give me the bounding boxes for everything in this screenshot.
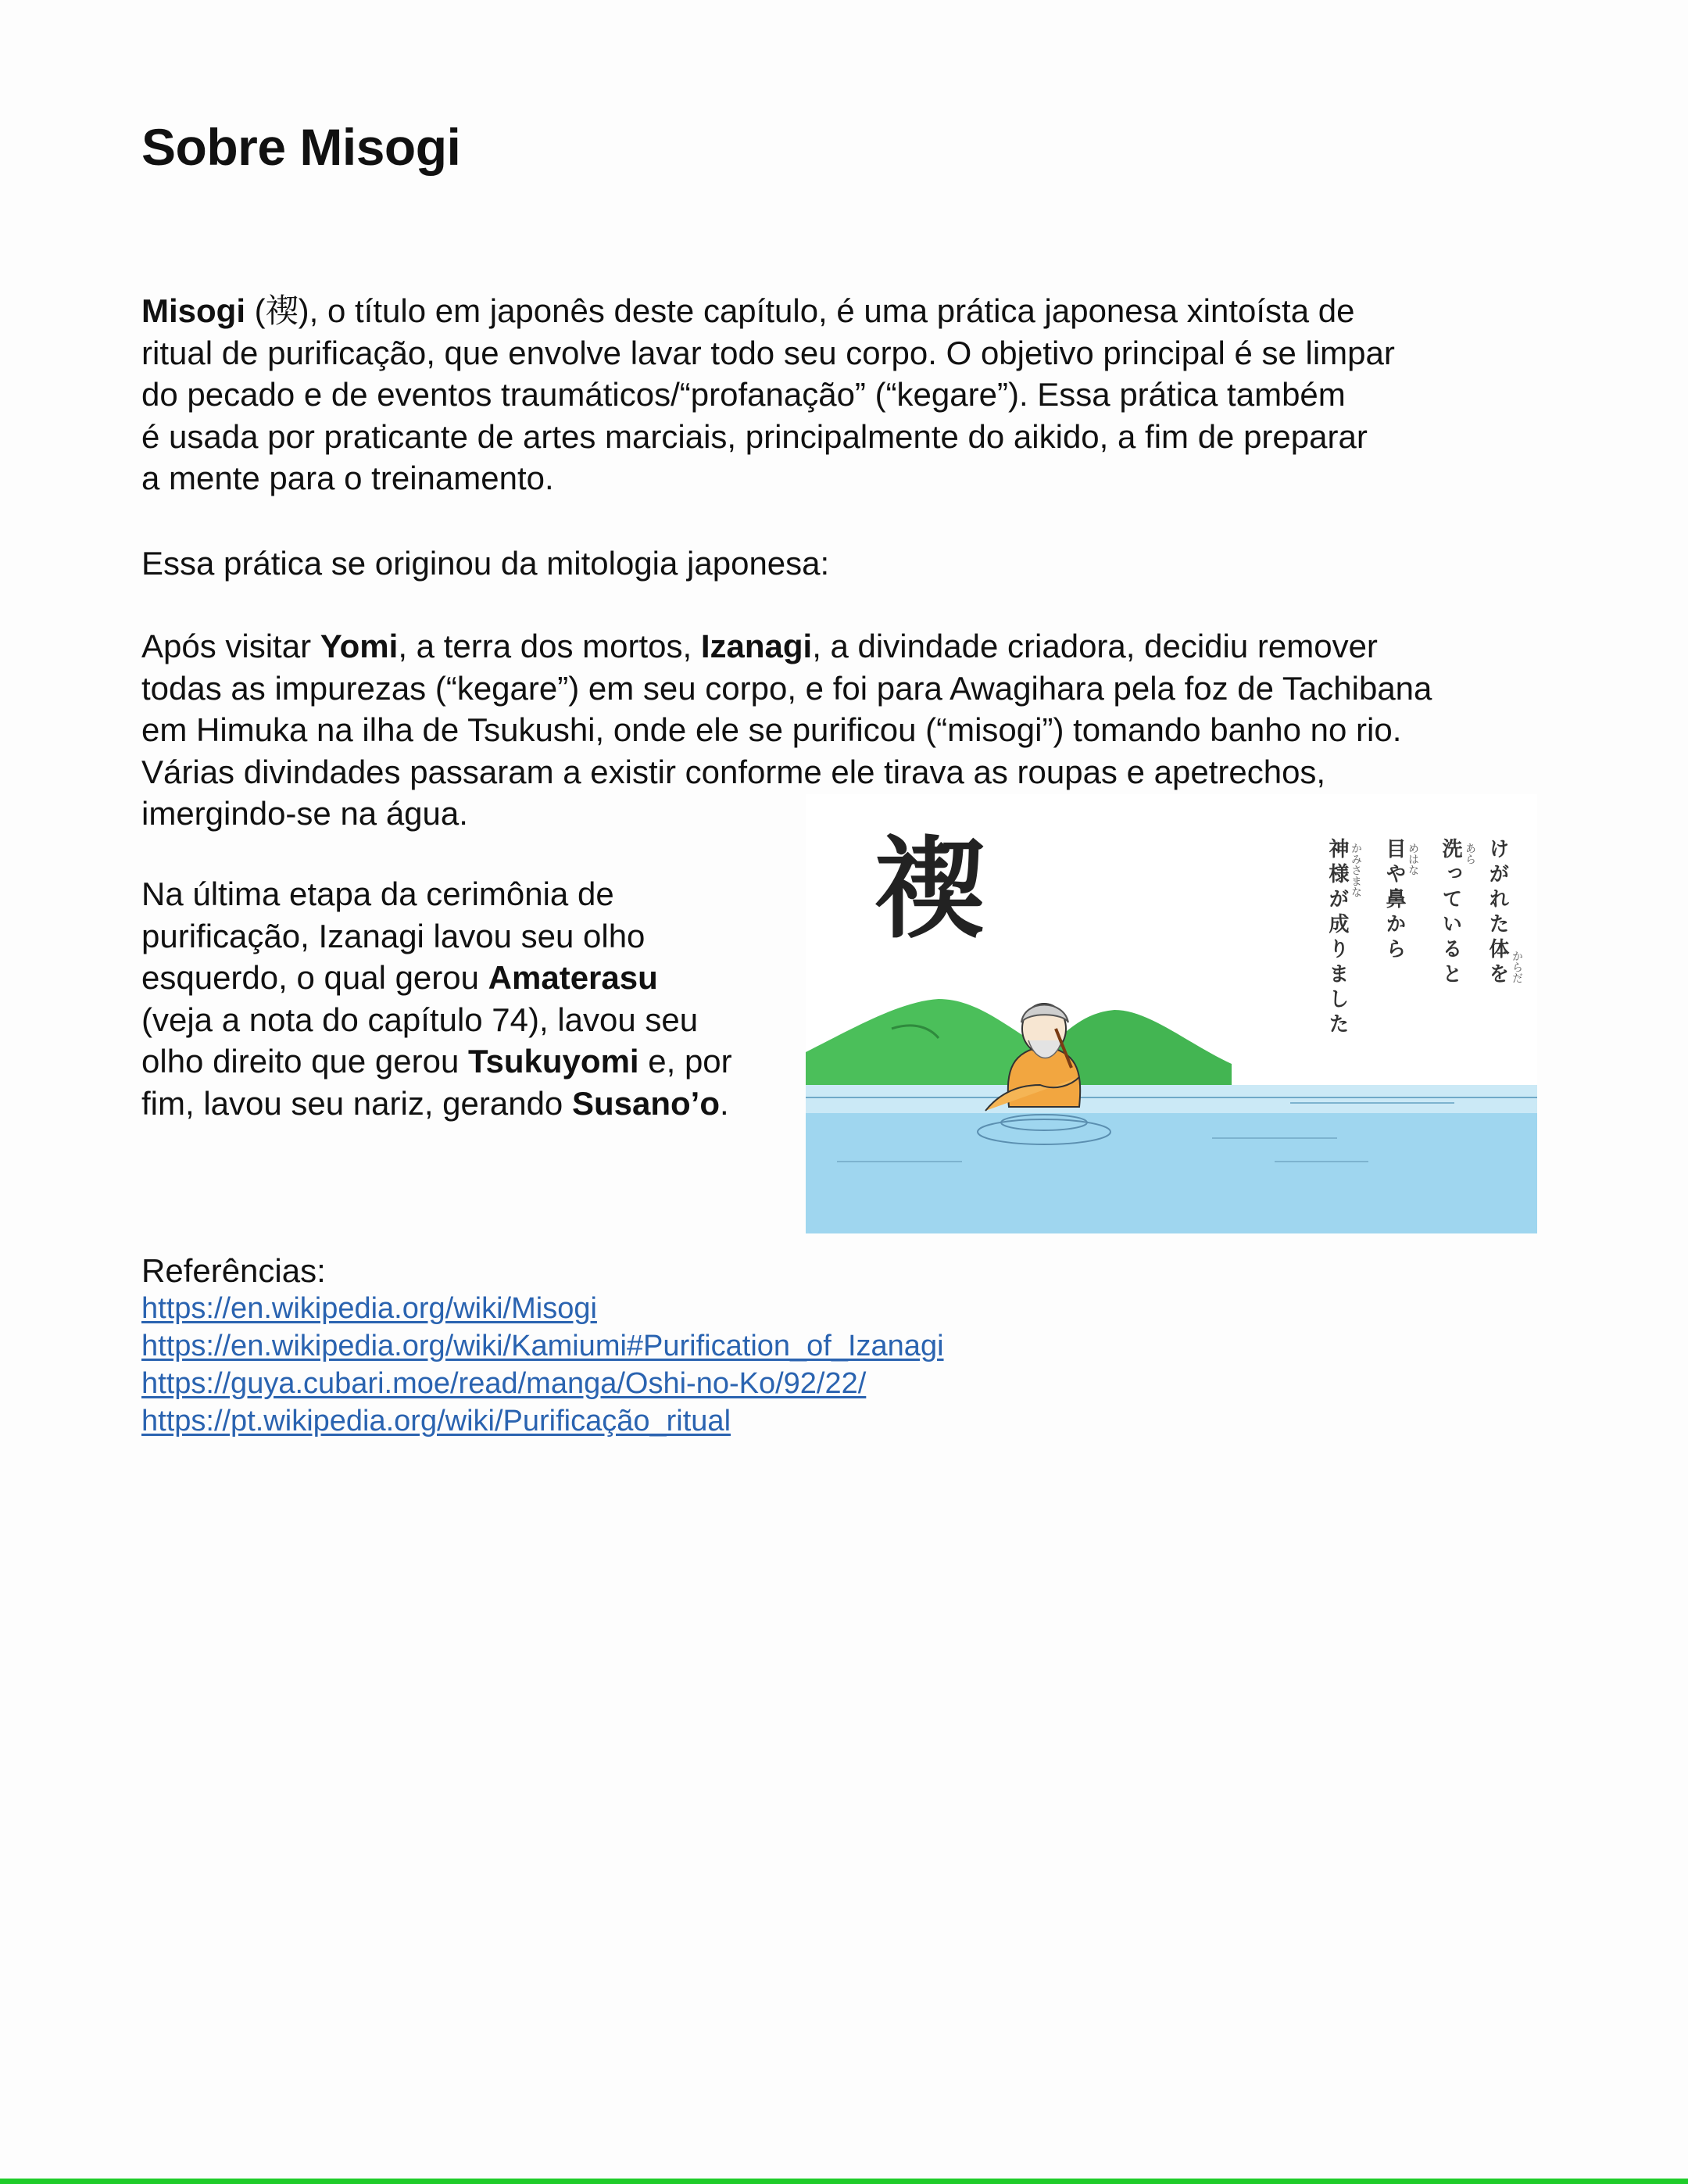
origin-paragraph: Essa prática se originou da mitologia japonesa: bbox=[141, 545, 830, 582]
vertical-ruby-2: あら bbox=[1464, 843, 1476, 865]
kanji-misogi: 禊 bbox=[874, 825, 985, 954]
vertical-text-2: 洗っていると bbox=[1439, 838, 1462, 988]
references-label: Referências: bbox=[141, 1252, 326, 1289]
term-misogi: Misogi bbox=[141, 292, 245, 329]
term-yomi: Yomi bbox=[320, 628, 399, 664]
vertical-text-4: 神様が成りました bbox=[1325, 838, 1349, 1038]
misogi-illustration bbox=[806, 794, 1537, 1233]
izanagi-paragraph: Após visitar Yomi, a terra dos mortos, Izanagi, a divindade criadora, decidiu remover todas as impurezas (“kegare”) em seu corpo, e foi para Awagihara pela foz de Tachibana em Himuka na ilha de Tsukushi, onde ele se purificou (“misogi”) tomando banho no rio. Várias divindades passaram a existir conforme ele tirava as roupas e apetrechos, imergindo-se na água. bbox=[141, 628, 1432, 832]
vertical-ruby-1: からだ bbox=[1511, 951, 1523, 983]
reference-link-purificacao[interactable]: https://pt.wikipedia.org/wiki/Purificação_ritual bbox=[141, 1405, 731, 1438]
term-amaterasu: Amaterasu bbox=[488, 959, 658, 996]
references-list bbox=[141, 1290, 944, 1440]
purification-paragraph: Na última etapa da cerimônia de purificação, Izanagi lavou seu olho esquerdo, o qual gerou Amaterasu (veja a nota do capítulo 74), lavou seu olho direito que gerou Tsukuyomi e, por fim, lavou seu nariz, gerando Susano’o. bbox=[141, 875, 732, 1122]
bottom-rule bbox=[0, 2179, 1688, 2184]
vertical-ruby-3: めはな bbox=[1407, 843, 1419, 875]
misogi-intro-paragraph: Misogi (禊), o título em japonês deste capítulo, é uma prática japonesa xintoísta de ritual de purificação, que envolve lavar todo seu corpo. O objetivo principal é se limpar do pecado e de eventos traumáticos/“profanação” (“kegare”). Essa prática também é usada por praticante de artes marciais, principalmente do aikido, a fim de preparar a mente para o treinamento. bbox=[141, 292, 1395, 496]
vertical-text-1: けがれた体を bbox=[1486, 838, 1509, 988]
page-title: Sobre Misogi bbox=[141, 118, 461, 176]
term-izanagi: Izanagi bbox=[700, 628, 813, 664]
reference-link-cubari[interactable]: https://guya.cubari.moe/read/manga/Oshi-no-Ko/92/22/ bbox=[141, 1367, 867, 1400]
vertical-ruby-4: かみさまな bbox=[1350, 843, 1362, 897]
vertical-text-3: 目や鼻から bbox=[1382, 838, 1406, 963]
term-susanoo: Susano’o bbox=[571, 1084, 720, 1122]
term-tsukuyomi: Tsukuyomi bbox=[467, 1043, 639, 1079]
reference-link-kamiumi[interactable]: https://en.wikipedia.org/wiki/Kamiumi#Purification_of_Izanagi bbox=[141, 1330, 944, 1362]
reference-link-misogi[interactable]: https://en.wikipedia.org/wiki/Misogi bbox=[141, 1292, 597, 1325]
